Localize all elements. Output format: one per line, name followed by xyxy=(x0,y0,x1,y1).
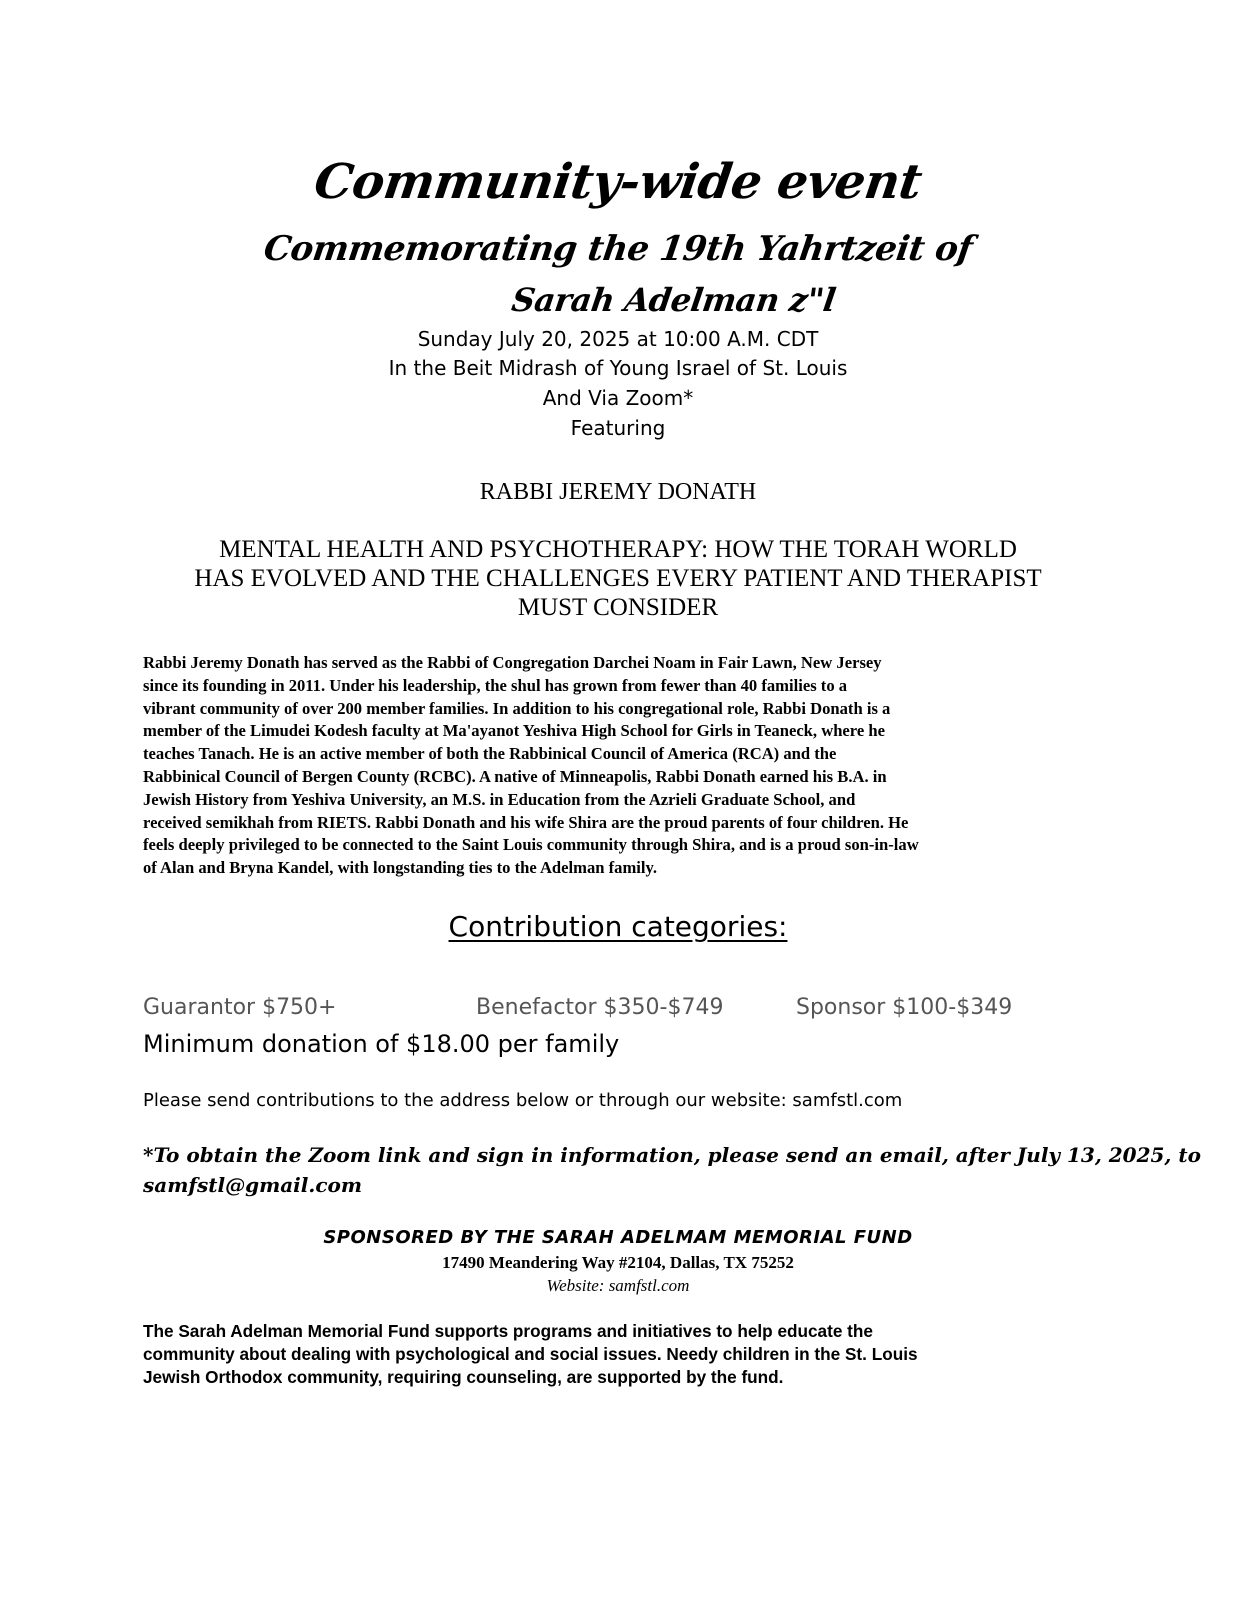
talk-title-line: HAS EVOLVED AND THE CHALLENGES EVERY PATIENT AND THERAPIST xyxy=(194,565,1042,592)
event-date: Sunday July 20, 2025 at 10:00 A.M. CDT xyxy=(417,327,819,351)
bio-line: Rabbinical Council of Bergen County (RCBC). A native of Minneapolis, Rabbi Donath earned his B.A. in xyxy=(143,766,887,786)
bio-line: of Alan and Bryna Kandel, with longstanding ties to the Adelman family. xyxy=(143,858,658,878)
sponsor-line: SPONSORED BY THE SARAH ADELMAM MEMORIAL FUND xyxy=(323,1227,913,1248)
featuring-label: Featuring xyxy=(570,416,666,440)
bio-line: feels deeply privileged to be connected to the Saint Louis community through Shira, and is a proud son-in-law xyxy=(143,835,919,855)
zoom-note-line: *To obtain the Zoom link and sign in information, please send an email, after July 13, 2025, to xyxy=(143,1143,1201,1167)
event-title: Community-wide event xyxy=(310,154,926,210)
bio-line: member of the Limudei Kodesh faculty at Ma'ayanot Yeshiva High School for Girls in Teaneck, where he xyxy=(143,721,885,741)
talk-title xyxy=(0,535,1236,622)
speaker-bio xyxy=(143,652,1103,880)
category-sponsor: Sponsor $100-$349 xyxy=(796,995,1013,1020)
bio-line: Jewish History from Yeshiva University, an M.S. in Education from the Azrieli Graduate School, and xyxy=(143,789,856,809)
bio-line: teaches Tanach. He is an active member of both the Rabbinical Council of America (RCA) and the xyxy=(143,744,837,764)
bio-line: since its founding in 2011. Under his leadership, the shul has grown from fewer than 40 families to a xyxy=(143,675,848,695)
bio-line: vibrant community of over 200 member families. In addition to his congregational role, Rabbi Donath is a xyxy=(143,698,891,718)
talk-title-line: MUST CONSIDER xyxy=(517,594,719,621)
event-subtitle: Commemorating the 19th Yahrtzeit of xyxy=(261,229,975,269)
zoom-email: samfstl@gmail.com xyxy=(143,1173,363,1197)
fund-description xyxy=(143,1320,1103,1388)
fund-description-line: The Sarah Adelman Memorial Fund supports programs and initiatives to help educate the xyxy=(143,1321,873,1341)
contribution-heading: Contribution categories: xyxy=(448,910,788,943)
speaker-name: RABBI JEREMY DONATH xyxy=(479,479,757,505)
send-contributions-note: Please send contributions to the address below or through our website: samfstl.com xyxy=(143,1090,903,1111)
event-location: In the Beit Midrash of Young Israel of St. Louis xyxy=(388,356,848,380)
category-guarantor: Guarantor $750+ xyxy=(143,995,337,1020)
fund-description-line: Jewish Orthodox community, requiring counseling, are supported by the fund. xyxy=(143,1366,784,1387)
sponsor-website: Website: samfstl.com xyxy=(546,1276,690,1295)
zoom-note xyxy=(143,1140,1201,1200)
fund-description-line: community about dealing with psychological and social issues. Needy children in the St. Louis xyxy=(143,1343,918,1364)
category-benefactor: Benefactor $350-$749 xyxy=(476,995,724,1020)
bio-line: received semikhah from RIETS. Rabbi Donath and his wife Shira are the proud parents of four children. He xyxy=(143,812,909,832)
event-zoom: And Via Zoom* xyxy=(542,386,694,410)
bio-line: Rabbi Jeremy Donath has served as the Rabbi of Congregation Darchei Noam in Fair Lawn, New Jersey xyxy=(143,653,882,672)
talk-title-line: MENTAL HEALTH AND PSYCHOTHERAPY: HOW THE TORAH WORLD xyxy=(219,536,1017,563)
minimum-donation: Minimum donation of $18.00 per family xyxy=(143,1030,620,1058)
honoree-name: Sarah Adelman z"l xyxy=(509,281,838,319)
sponsor-address: 17490 Meandering Way #2104, Dallas, TX 75252 xyxy=(442,1253,794,1272)
